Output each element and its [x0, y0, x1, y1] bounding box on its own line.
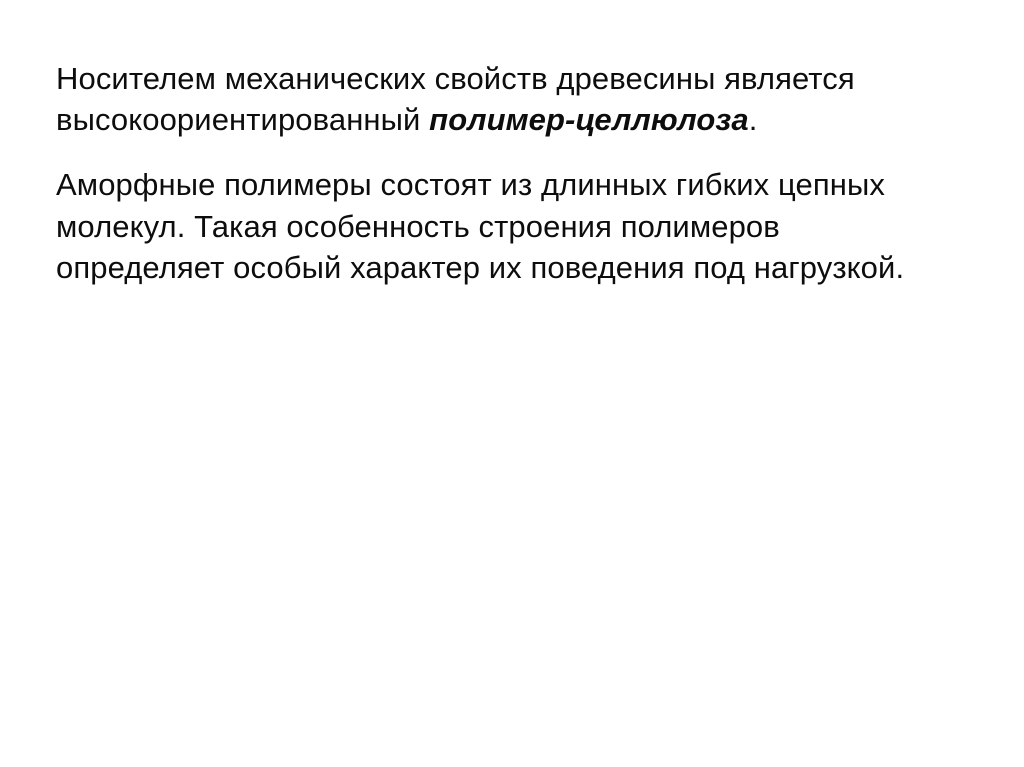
paragraph-one-lead: Носителем механических свойств древесины является высокоориентированный	[56, 61, 855, 138]
slide-content-body	[56, 58, 956, 302]
paragraph-one-tail: .	[748, 102, 758, 138]
paragraph-one	[56, 58, 956, 140]
paragraph-two: Аморфные полимеры состоят из длинных гибких цепных молекул. Такая особенность строения полимеров определяет особый характер их поведения под нагрузкой.	[56, 167, 905, 285]
paragraph-one-emphasis: полимер-целлюлоза	[429, 102, 749, 138]
